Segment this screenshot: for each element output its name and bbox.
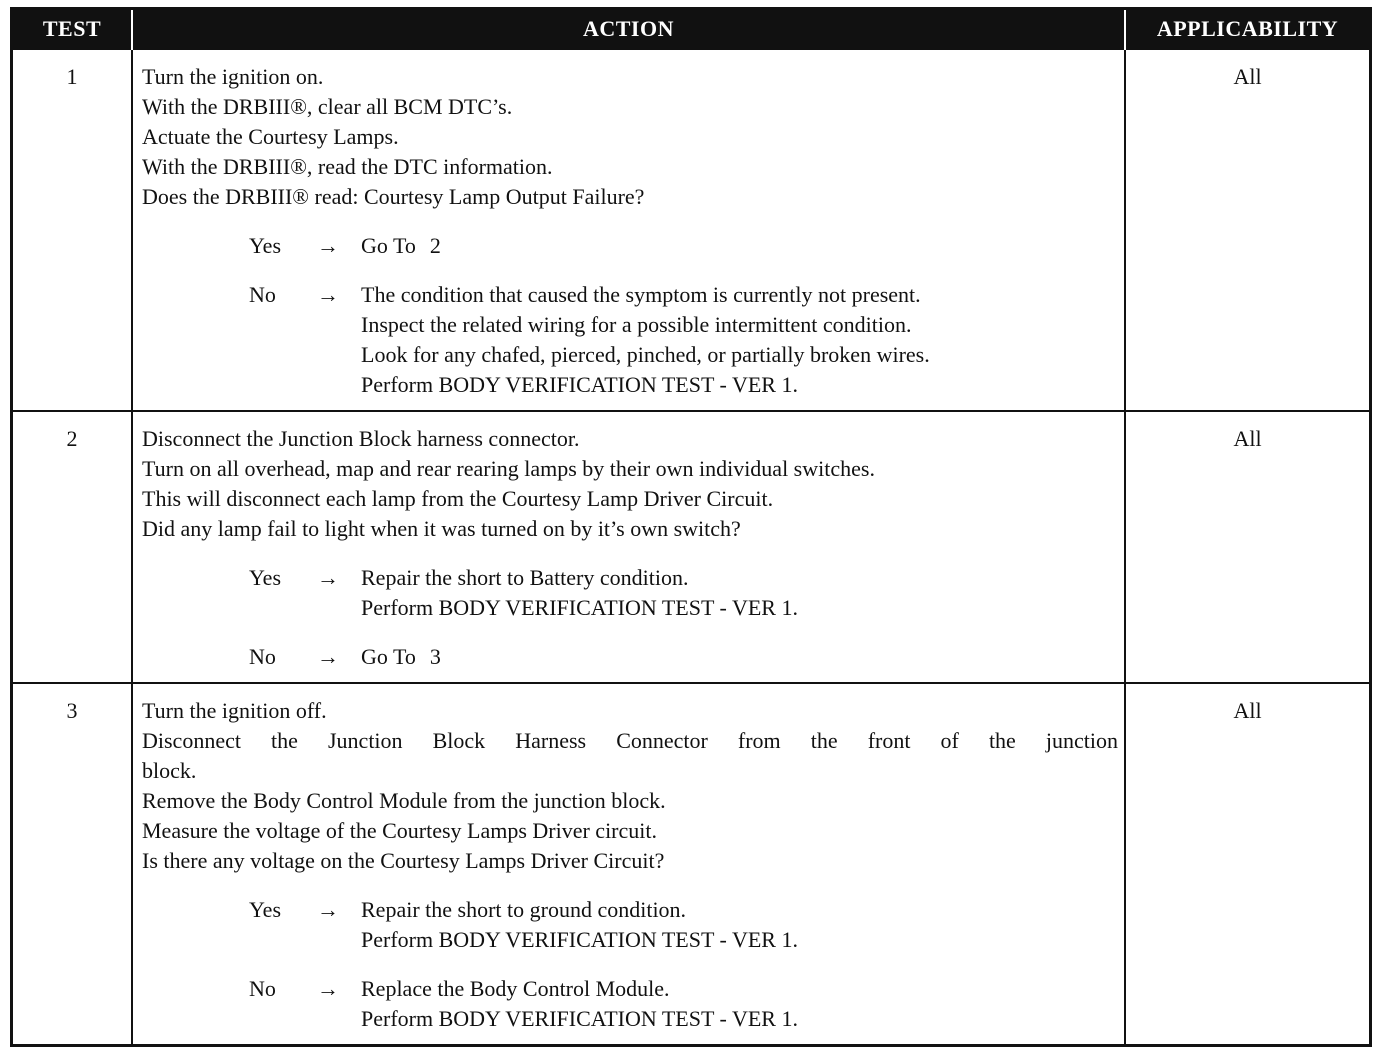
answer-no <box>142 642 1118 672</box>
header-action: ACTION <box>132 9 1125 50</box>
action-step: Is there any voltage on the Courtesy Lamps Driver Circuit? <box>142 848 665 873</box>
action-step: Turn the ignition on. <box>142 64 324 89</box>
table-row <box>12 49 1371 411</box>
answer-label: No <box>249 976 276 1001</box>
result-line: Perform BODY VERIFICATION TEST - VER 1. <box>361 595 798 620</box>
applicability-value: All <box>1125 411 1371 683</box>
answer-yes <box>142 895 1118 955</box>
action-step: block. <box>142 758 197 783</box>
action-cell <box>132 683 1125 1046</box>
action-step: Remove the Body Control Module from the junction block. <box>142 788 666 813</box>
answer-no <box>142 974 1118 1034</box>
answer-label: Yes <box>249 233 282 258</box>
answer-label: No <box>249 644 276 669</box>
action-step: Did any lamp fail to light when it was turned on by it’s own switch? <box>142 516 741 541</box>
applicability-value: All <box>1125 49 1371 411</box>
table-row <box>12 411 1371 683</box>
result-line: Perform BODY VERIFICATION TEST - VER 1. <box>361 372 798 397</box>
answer-result <box>361 231 1118 261</box>
test-number: 3 <box>12 683 133 1046</box>
table-header-row <box>12 9 1371 50</box>
goto-number: 3 <box>429 644 441 669</box>
result-line: The condition that caused the symptom is currently not present. <box>361 282 921 307</box>
arrow-icon: → <box>317 644 339 669</box>
action-step: Does the DRBIII® read: Courtesy Lamp Output Failure? <box>142 184 645 209</box>
goto-text: Go To <box>361 233 416 258</box>
result-line: Repair the short to ground condition. <box>361 897 687 922</box>
header-applicability: APPLICABILITY <box>1125 9 1371 50</box>
result-line: Replace the Body Control Module. <box>361 976 670 1001</box>
test-number: 2 <box>12 411 133 683</box>
arrow-icon: → <box>317 897 339 922</box>
arrow-icon: → <box>317 282 339 307</box>
result-line: Perform BODY VERIFICATION TEST - VER 1. <box>361 927 798 952</box>
answer-result <box>361 563 1118 623</box>
answer-result <box>361 895 1118 955</box>
answer-no <box>142 280 1118 400</box>
result-line: Perform BODY VERIFICATION TEST - VER 1. <box>361 1006 798 1031</box>
goto-text: Go To <box>361 644 416 669</box>
action-step: Turn on all overhead, map and rear rearing lamps by their own individual switches. <box>142 456 875 481</box>
action-step: This will disconnect each lamp from the Courtesy Lamp Driver Circuit. <box>142 486 774 511</box>
arrow-icon: → <box>317 233 339 258</box>
result-line: Repair the short to Battery condition. <box>361 565 689 590</box>
applicability-value: All <box>1125 683 1371 1046</box>
arrow-icon: → <box>317 565 339 590</box>
action-step: Disconnect the Junction Block harness connector. <box>142 426 580 451</box>
answer-label: Yes <box>249 565 282 590</box>
goto-number: 2 <box>429 233 441 258</box>
test-number: 1 <box>12 49 133 411</box>
result-line: Inspect the related wiring for a possible intermittent condition. <box>361 312 912 337</box>
action-step: With the DRBIII®, read the DTC information. <box>142 154 553 179</box>
answer-yes <box>142 231 1118 261</box>
action-step: Actuate the Courtesy Lamps. <box>142 124 399 149</box>
arrow-icon: → <box>317 976 339 1001</box>
answer-result <box>361 280 1118 400</box>
action-step: Turn the ignition off. <box>142 698 327 723</box>
action-cell <box>132 411 1125 683</box>
action-step: Measure the voltage of the Courtesy Lamps Driver circuit. <box>142 818 658 843</box>
header-test: TEST <box>12 9 133 50</box>
table-row <box>12 683 1371 1046</box>
action-step: Disconnect the Junction Block Harness Connector from the front of the junction <box>142 728 1118 753</box>
answer-result <box>361 642 1118 672</box>
answer-label: Yes <box>249 897 282 922</box>
action-step: With the DRBIII®, clear all BCM DTC’s. <box>142 94 513 119</box>
answer-yes <box>142 563 1118 623</box>
diagnostic-test-table <box>10 7 1372 1047</box>
answer-result <box>361 974 1118 1034</box>
result-line: Look for any chafed, pierced, pinched, or partially broken wires. <box>361 342 930 367</box>
answer-label: No <box>249 282 276 307</box>
action-cell <box>132 49 1125 411</box>
